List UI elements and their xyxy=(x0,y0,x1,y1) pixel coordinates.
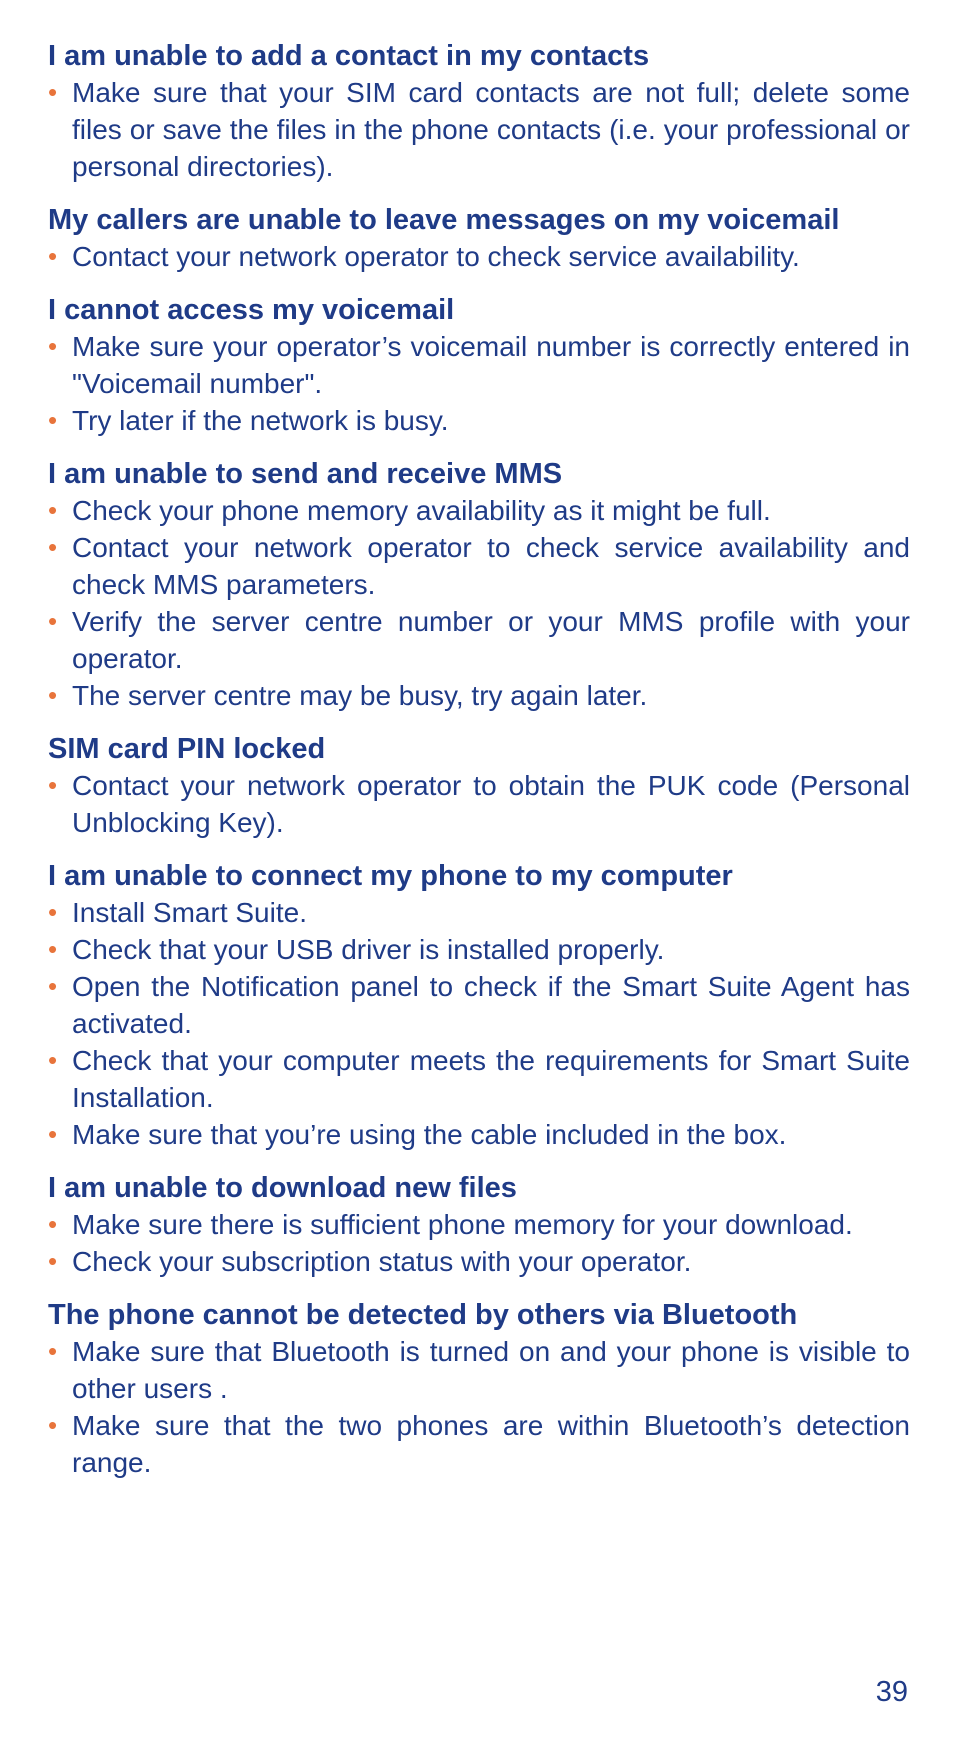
item-text: Check your subscription status with your operator. xyxy=(72,1246,692,1277)
bullet-icon: • xyxy=(48,1410,58,1440)
item-list xyxy=(48,894,910,1153)
item-text: Check your phone memory availability as it might be full. xyxy=(72,495,771,526)
item-text: Contact your network operator to check service availability. xyxy=(72,241,800,272)
list-item xyxy=(48,74,910,185)
bullet-icon: • xyxy=(48,495,58,525)
item-text: Make sure your operator’s voicemail number is correctly entered in "Voicemail number". xyxy=(72,331,910,399)
section-sim-pin xyxy=(48,731,910,841)
bullet-icon: • xyxy=(48,1119,58,1149)
bullet-icon: • xyxy=(48,1336,58,1366)
bullet-icon: • xyxy=(48,405,58,435)
bullet-icon: • xyxy=(48,971,58,1001)
page-number: 39 xyxy=(875,1676,908,1708)
bullet-icon: • xyxy=(48,770,58,800)
list-item xyxy=(48,603,910,677)
list-item xyxy=(48,238,910,275)
bullet-icon: • xyxy=(48,934,58,964)
bullet-icon: • xyxy=(48,897,58,927)
item-list xyxy=(48,1333,910,1481)
bullet-icon: • xyxy=(48,606,58,636)
list-item xyxy=(48,1116,910,1153)
section-mms xyxy=(48,456,910,714)
bullet-icon: • xyxy=(48,1045,58,1075)
item-text: Make sure that Bluetooth is turned on and your phone is visible to other users . xyxy=(72,1336,910,1404)
list-item xyxy=(48,1206,910,1243)
section-heading: I cannot access my voicemail xyxy=(48,294,455,326)
item-list xyxy=(48,238,910,275)
item-text: Make sure that the two phones are within Bluetooth’s detection range. xyxy=(72,1410,910,1478)
item-text: Open the Notification panel to check if the Smart Suite Agent has activated. xyxy=(72,971,910,1039)
section-heading: SIM card PIN locked xyxy=(48,733,326,765)
section-heading: I am unable to add a contact in my contacts xyxy=(48,40,650,72)
item-list xyxy=(48,1206,910,1280)
list-item xyxy=(48,492,910,529)
section-connect-computer xyxy=(48,858,910,1153)
list-item xyxy=(48,677,910,714)
bullet-icon: • xyxy=(48,331,58,361)
item-text: Make sure that your SIM card contacts are not full; delete some files or save the files in the phone contacts (i.e. your professional or personal directories). xyxy=(72,77,910,182)
section-heading: I am unable to send and receive MMS xyxy=(48,458,563,490)
item-text: Check that your computer meets the requirements for Smart Suite Installation. xyxy=(72,1045,910,1113)
list-item xyxy=(48,931,910,968)
section-bluetooth xyxy=(48,1297,910,1481)
bullet-icon: • xyxy=(48,680,58,710)
section-heading: I am unable to download new files xyxy=(48,1172,517,1204)
section-heading: I am unable to connect my phone to my computer xyxy=(48,860,733,892)
list-item xyxy=(48,1243,910,1280)
item-text: Make sure there is sufficient phone memory for your download. xyxy=(72,1209,853,1240)
troubleshooting-page xyxy=(48,38,910,1498)
item-list xyxy=(48,767,910,841)
list-item xyxy=(48,529,910,603)
list-item xyxy=(48,328,910,402)
section-voicemail-messages xyxy=(48,202,910,275)
section-download-files xyxy=(48,1170,910,1280)
list-item xyxy=(48,894,910,931)
section-add-contact xyxy=(48,38,910,185)
list-item xyxy=(48,1407,910,1481)
item-text: Verify the server centre number or your MMS profile with your operator. xyxy=(72,606,910,674)
list-item xyxy=(48,1333,910,1407)
section-heading: The phone cannot be detected by others via Bluetooth xyxy=(48,1299,798,1331)
bullet-icon: • xyxy=(48,77,58,107)
list-item xyxy=(48,402,910,439)
section-access-voicemail xyxy=(48,292,910,439)
bullet-icon: • xyxy=(48,1209,58,1239)
item-text: Try later if the network is busy. xyxy=(72,405,449,436)
item-text: Install Smart Suite. xyxy=(72,897,307,928)
bullet-icon: • xyxy=(48,241,58,271)
item-text: Contact your network operator to obtain the PUK code (Personal Unblocking Key). xyxy=(72,770,910,838)
bullet-icon: • xyxy=(48,1246,58,1276)
list-item xyxy=(48,968,910,1042)
item-text: Check that your USB driver is installed properly. xyxy=(72,934,665,965)
bullet-icon: • xyxy=(48,532,58,562)
item-text: Make sure that you’re using the cable included in the box. xyxy=(72,1119,787,1150)
item-list xyxy=(48,74,910,185)
list-item xyxy=(48,767,910,841)
item-list xyxy=(48,328,910,439)
section-heading: My callers are unable to leave messages on my voicemail xyxy=(48,204,840,236)
item-text: The server centre may be busy, try again later. xyxy=(72,680,648,711)
list-item xyxy=(48,1042,910,1116)
item-list xyxy=(48,492,910,714)
item-text: Contact your network operator to check service availability and check MMS parameters. xyxy=(72,532,910,600)
